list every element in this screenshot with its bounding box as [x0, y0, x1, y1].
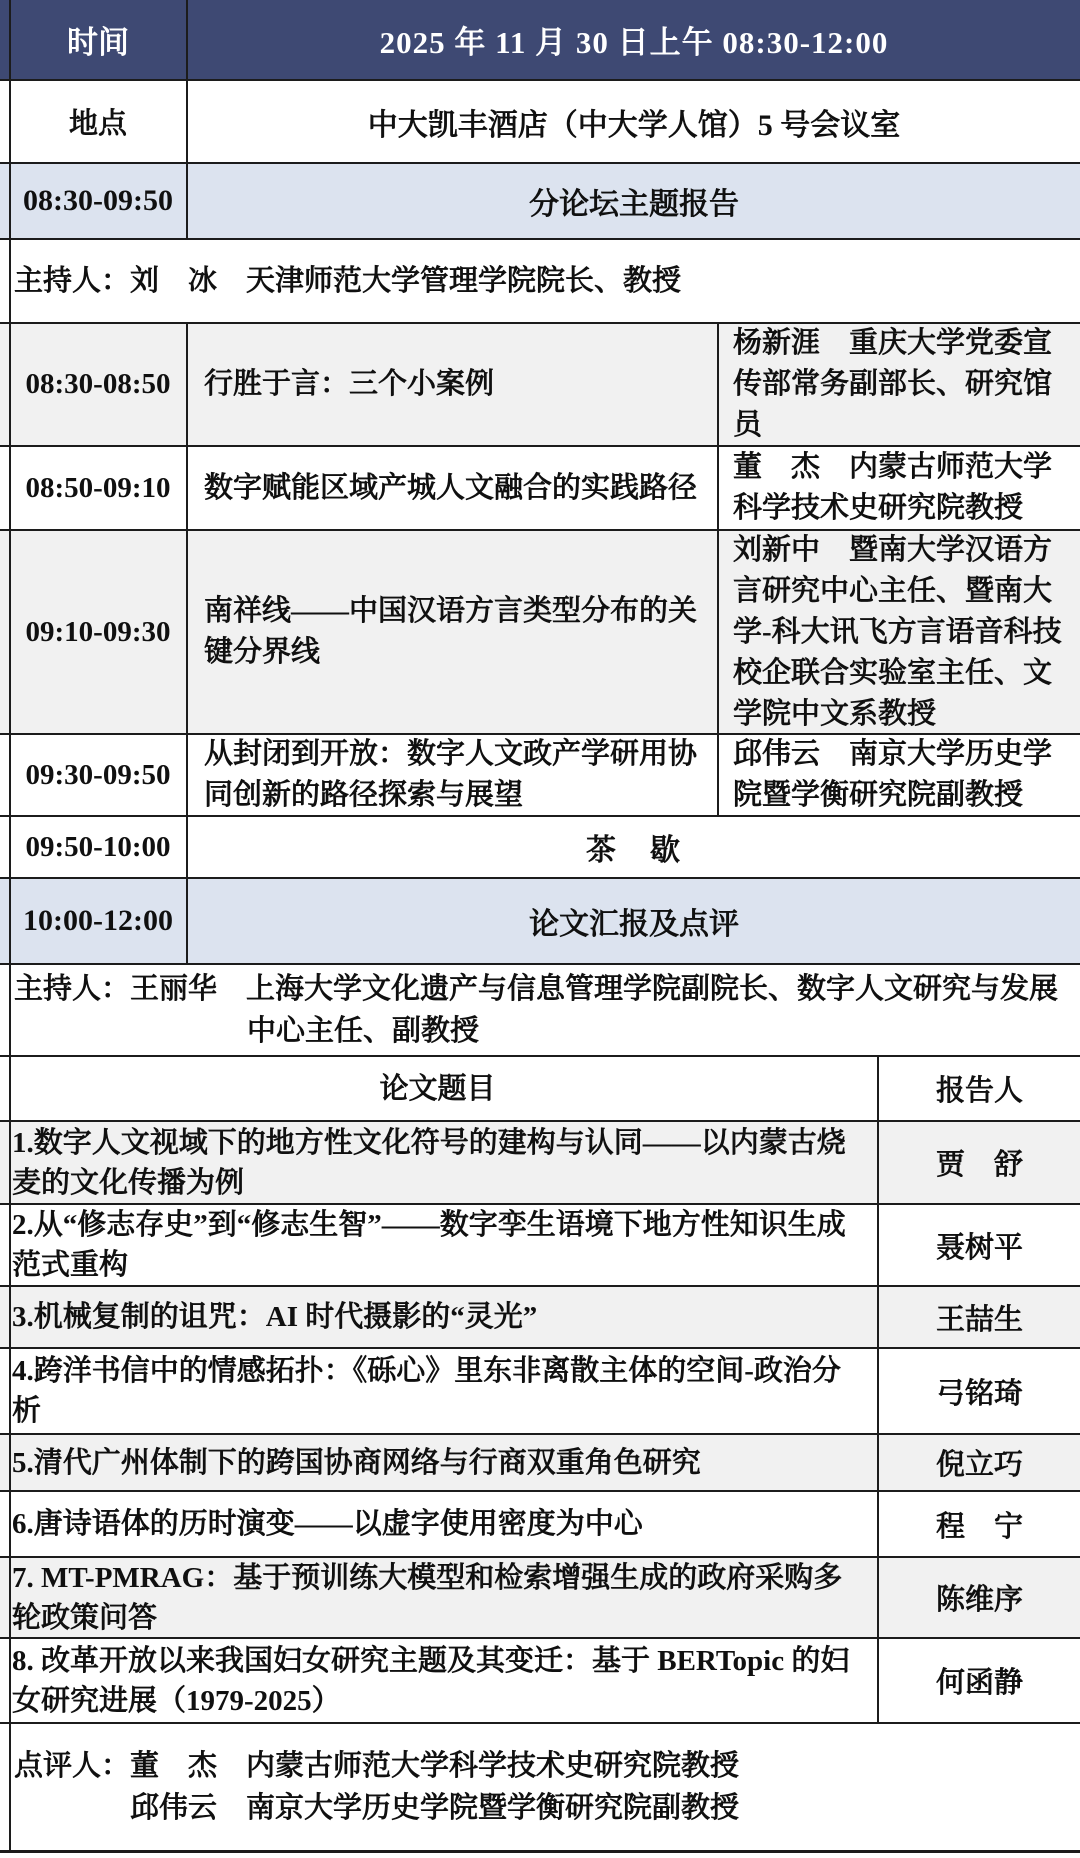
paper-row: [0, 1490, 1080, 1556]
session1-title-cell: 分论坛主题报告: [186, 164, 1080, 238]
session1-time-cell: 08:30-09:50: [23, 184, 173, 217]
paper-reporter: 程 宁: [877, 1492, 1080, 1556]
paper-title: 2.从“修志存史”到“修志生智”——数字孪生语境下地方性知识生成范式重构: [12, 1209, 846, 1281]
talk-topic: 数字赋能区域产城人文融合的实践路径: [186, 447, 717, 529]
paper-title: 8. 改革开放以来我国妇女研究主题及其变迁：基于 BERTopic 的妇女研究进展（1979-2025）: [12, 1644, 850, 1717]
session2-title-cell: 论文汇报及点评: [186, 879, 1080, 963]
date-cell: 2025 年 11 月 30 日上午 08:30-12:00: [186, 0, 1080, 79]
paper-row: [0, 1285, 1080, 1347]
paper-title: 6.唐诗语体的历时演变——以虚字使用密度为中心: [12, 1508, 643, 1540]
papers-title-column-header: 论文题目: [379, 1072, 496, 1105]
session2-time-cell: 10:00-12:00: [23, 904, 173, 937]
talk-time: 09:10-09:30: [25, 615, 171, 648]
talk-row: [0, 445, 1080, 529]
talk-speaker: 杨新涯 重庆大学党委宣传部常务副部长、研究馆员: [717, 324, 1080, 445]
host2-row: [0, 963, 1080, 1055]
time-label-cell: 时间: [67, 25, 129, 60]
paper-title: 5.清代广州体制下的跨国协商网络与行商双重角色研究: [12, 1446, 701, 1479]
reviewers-line1: 点评人：董 杰 内蒙古师范大学科学技术史研究院教授: [14, 1750, 740, 1782]
paper-row: [0, 1556, 1080, 1637]
session1-row: [0, 162, 1080, 238]
papers-reporter-column-header: 报告人: [877, 1057, 1080, 1120]
paper-title: 3.机械复制的诅咒：AI 时代摄影的“灵光”: [12, 1301, 538, 1333]
session2-row: [0, 877, 1080, 963]
date-header-row: [0, 0, 1080, 79]
paper-title: 1.数字人文视域下的地方性文化符号的建构与认同——以内蒙古烧麦的文化传播为例: [12, 1126, 846, 1199]
talk-speaker: 邱伟云 南京大学历史学院暨学衡研究院副教授: [717, 735, 1080, 815]
paper-reporter: 聂树平: [877, 1205, 1080, 1285]
talk-row: [0, 529, 1080, 733]
paper-row: [0, 1637, 1080, 1722]
talk-row: [0, 733, 1080, 815]
paper-row: [0, 1433, 1080, 1490]
paper-reporter: 倪立巧: [877, 1435, 1080, 1490]
paper-row: [0, 1203, 1080, 1285]
tea-break-time: 09:50-10:00: [25, 830, 171, 863]
talk-speaker: 董 杰 内蒙古师范大学科学技术史研究院教授: [717, 447, 1080, 529]
reviewers-line2: 邱伟云 南京大学历史学院暨学衡研究院副教授: [130, 1792, 740, 1824]
table-left-border: [9, 0, 11, 1850]
paper-reporter: 何函静: [877, 1639, 1080, 1722]
talk-topic: 行胜于言：三个小案例: [186, 324, 717, 445]
paper-reporter: 贾 舒: [877, 1122, 1080, 1203]
paper-row: [0, 1120, 1080, 1203]
talk-topic: 南祥线——中国汉语方言类型分布的关键分界线: [186, 531, 717, 733]
paper-reporter: 陈维序: [877, 1558, 1080, 1637]
host2-line2: 中心主任、副教授: [247, 1015, 480, 1047]
paper-title: 4.跨洋书信中的情感拓扑：《砾心》里东非离散主体的空间-政治分析: [12, 1355, 841, 1427]
host2-line1: 主持人：王丽华 上海大学文化遗产与信息管理学院副院长、数字人文研究与发展: [14, 973, 1059, 1005]
paper-reporter: 王喆生: [877, 1287, 1080, 1347]
talk-row: [0, 322, 1080, 445]
tea-break-row: [0, 815, 1080, 877]
host1-text: 主持人：刘 冰 天津师范大学管理学院院长、教授: [14, 265, 682, 297]
location-row: [0, 79, 1080, 162]
location-value-cell: 中大凯丰酒店（中大学人馆）5 号会议室: [186, 81, 1080, 162]
talk-time: 09:30-09:50: [25, 758, 171, 791]
paper-row: [0, 1347, 1080, 1433]
location-label-cell: 地点: [68, 108, 127, 140]
talk-time: 08:30-08:50: [25, 368, 171, 400]
paper-title: 7. MT-PMRAG：基于预训练大模型和检索增强生成的政府采购多轮政策问答: [12, 1561, 843, 1634]
talk-time: 08:50-09:10: [25, 471, 171, 504]
host1-row: [0, 238, 1080, 322]
paper-reporter: 弓铭琦: [877, 1349, 1080, 1433]
papers-header-row: [0, 1055, 1080, 1120]
tea-break-label: 茶 歇: [186, 817, 1080, 877]
talk-speaker: 刘新中 暨南大学汉语方言研究中心主任、暨南大学-科大讯飞方言语音科技校企联合实验室主任、文学院中文系教授: [717, 531, 1080, 733]
reviewers-row: [0, 1722, 1080, 1850]
talk-topic: 从封闭到开放：数字人文政产学研用协同创新的路径探索与展望: [186, 735, 717, 815]
